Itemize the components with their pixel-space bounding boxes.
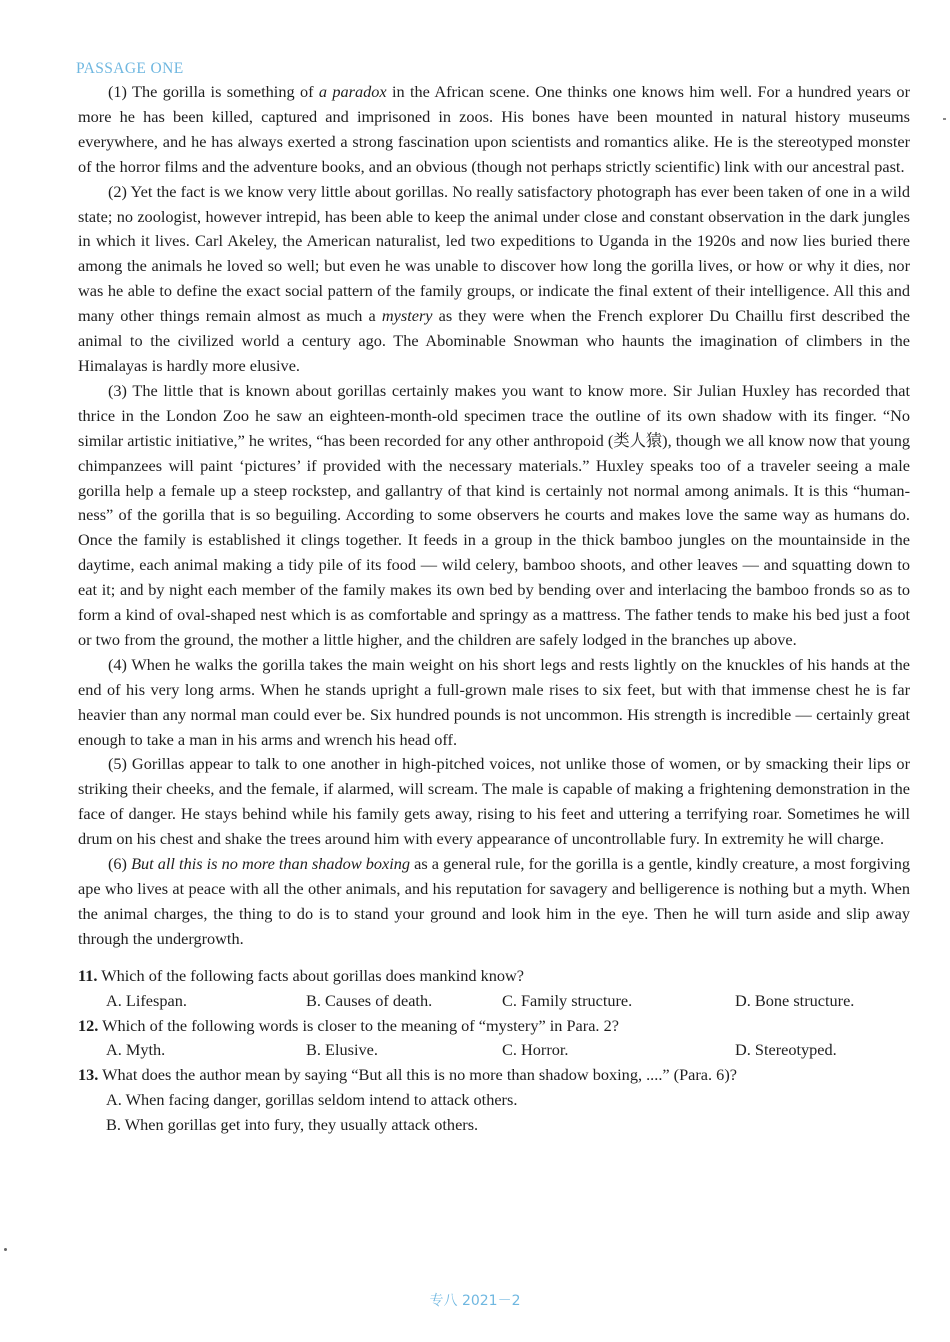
section-title: PASSAGE ONE — [76, 60, 184, 77]
question-13 — [78, 1063, 910, 1138]
paragraph-2-text-a: (2) Yet the fact is we know very little about gorillas. No really satisfactory photograph has ever been taken of one in a wild state; no zoologist, however intrepid, has been able to keep the animal under close and constant observation in the dark jungles in which it lives. Carl Akeley, the American naturalist, led two expeditions to Uganda in the 1920s and now lies buried there among the animals he loved so well; but even he was unable to discover how long the gorilla lives, or how or why it dies, nor was he able to define the exact social pattern of the family groups, or indicate the final extent of their intelligence. All this and many other things remain almost as much a — [78, 181, 910, 326]
question-12 — [78, 1014, 910, 1064]
option-a[interactable]: A. When facing danger, gorillas seldom intend to attack others. — [106, 1090, 518, 1110]
question-number: 11. — [78, 965, 98, 985]
question-stem — [78, 1014, 910, 1039]
options-row — [78, 989, 910, 1014]
paragraph-1-text-b: in the African scene. One thinks one knows him well. For a hundred years or more he has been killed, captured and imprisoned in zoos. His bones have been mounted in natural history museums everywhere, and he has always exerted a strong fascination upon scientists and romantics alike. He is the stereotyped monster of the horror films and the adventure books, and an obvious (though not perhaps strictly scientific) link with our ancestral past. — [78, 82, 910, 176]
paragraph-3: (3) The little that is known about gorillas certainly makes you want to know more. Sir Julian Huxley has recorded that thrice in the London Zoo he saw an eighteen-month-old specimen trace the outline of its own shadow with its finger. “No similar artistic initiative,” he writes, “has been recorded for any other anthropoid (类人猿), though we all know now that young chimpanzees will paint ‘pictures’ if provided with the necessary materials.” Huxley speaks too of a traveler seeing a male gorilla help a female up a steep rockstep, and gallantry of that kind is certainly not normal among animals. It is this “human-ness” of the gorilla that is so beguiling. According to some observers he courts and makes love the same way as humans do. Once the family is established it clings together. It feeds in a group in the thick bamboo jungles on the mountainside in the daytime, each animal making a tidy pile of its food — wild celery, bamboo shoots, and other leaves — and squatting down to eat it; and by night each member of the family makes its own bed by bending over and interlacing the bamboo fronds so as to form a kind of oval-shaped nest which is as comfortable and springy as a mattress. The father tends to make his bed just a foot or two from the ground, the mother a little higher, and the children are safely lodged in the branches up above. — [78, 380, 910, 649]
question-11 — [78, 964, 910, 1014]
paragraph-5: (5) Gorillas appear to talk to one another in high-pitched voices, not unlike those of women, or by smacking their lips or striking their cheeks, and the female, if alarmed, will scream. The male is capable of making a frightening demonstration in the face of danger. He stays behind while his family gets away, rising to his feet and uttering a terrifying roar. Sometimes he will drum on his chest and shake the trees around him with every appearance of uncontrollable fury. In extremity he will charge. — [78, 754, 910, 849]
paragraph-2-text-b: as they were when the French explorer Du Chaillu first described the animal to the civilized world a century ago. The Abominable Snowman who haunts the imagination of climbers in the Himalayas is hardly more elusive. — [78, 306, 911, 375]
option-b[interactable]: B. Causes of death. — [306, 990, 433, 1010]
option-b[interactable]: B. Elusive. — [306, 1040, 378, 1060]
margin-dot — [4, 1248, 7, 1251]
paragraph-2-emphasis: mystery — [381, 306, 433, 326]
paragraph-1-text-a: (1) The gorilla is something of — [108, 82, 319, 101]
option-d[interactable]: D. Stereotyped. — [735, 1040, 837, 1060]
paragraph-1-emphasis: a paradox — [318, 82, 387, 101]
paragraph-4: (4) When he walks the gorilla takes the main weight on his short legs and rests lightly on the knuckles of his hands at the end of his very long arms. When he stands upright a full-grown male rises to six feet, but with that immense chest he is far heavier than any normal man could ever be. Six hundred pounds is not uncommon. His strength is incredible — certainly great enough to take a man in his arms and wrench his head off. — [78, 654, 910, 749]
paragraph-1 — [78, 80, 910, 180]
options-row — [78, 1038, 910, 1063]
question-stem — [78, 964, 910, 989]
paragraph-6-text-b: as a general rule, for the gorilla is a gentle, kindly creature, a most forgiving ape who lives at peace with all the other animals, and his reputation for savagery and belligerence is nothing but a myth. When the animal charges, the thing to do is to stand your ground and look him in the eye. Then he will turn aside and slip away through the undergrowth. — [78, 854, 910, 948]
option-d[interactable]: D. Bone structure. — [735, 990, 855, 1010]
option-c[interactable]: C. Family structure. — [502, 990, 633, 1010]
option-a[interactable]: A. Myth. — [106, 1040, 166, 1060]
exam-page — [78, 58, 910, 1138]
question-stem — [78, 1063, 910, 1088]
option-c[interactable]: C. Horror. — [502, 1040, 569, 1060]
question-text: Which of the following facts about gorillas does mankind know? — [101, 965, 524, 985]
question-text: Which of the following words is closer to the meaning of “mystery” in Para. 2? — [102, 1015, 619, 1035]
question-number: 12. — [78, 1015, 99, 1035]
question-list — [78, 964, 910, 1138]
question-text: What does the author mean by saying “But all this is no more than shadow boxing, ....” (Para. 6)? — [102, 1065, 737, 1085]
paragraph-6 — [78, 852, 910, 952]
page-footer: 专八 2021－2 — [429, 1293, 521, 1309]
paragraph-6-emphasis: But all this is no more than shadow boxing — [131, 854, 411, 874]
paragraph-2 — [78, 180, 910, 379]
question-number: 13. — [78, 1065, 99, 1085]
option-b[interactable]: B. When gorillas get into fury, they usually attack others. — [106, 1115, 479, 1135]
margin-mark — [943, 118, 946, 120]
paragraph-6-text-a: (6) — [108, 854, 132, 874]
option-a[interactable]: A. Lifespan. — [106, 990, 187, 1010]
